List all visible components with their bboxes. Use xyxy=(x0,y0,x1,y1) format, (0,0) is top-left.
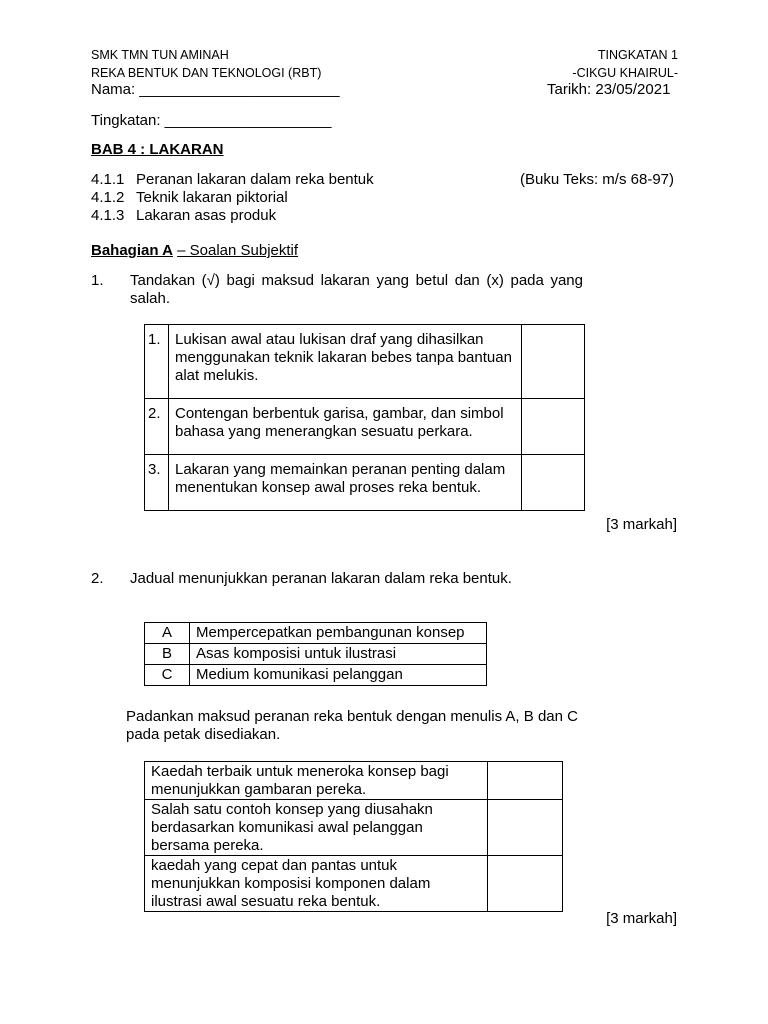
statement-line: bahasa yang menerangkan sesuatu perkara. xyxy=(175,423,473,440)
table-row xyxy=(145,800,563,856)
option-text: Asas komposisi untuk ilustrasi xyxy=(190,644,487,665)
table-row xyxy=(145,856,563,912)
table-row xyxy=(145,455,585,511)
description-cell xyxy=(145,856,488,912)
table-row xyxy=(145,644,487,665)
statement-line: Lukisan awal atau lukisan draf yang dihasilkan xyxy=(175,331,484,348)
answer-box[interactable] xyxy=(488,800,563,856)
row-number: 1. xyxy=(145,325,169,399)
description-line: menunjukkan gambaran pereka. xyxy=(151,781,367,798)
description-cell xyxy=(145,762,488,800)
table-row xyxy=(145,762,563,800)
name-field-label: Nama: ________________________ xyxy=(91,81,340,98)
statement-cell xyxy=(169,399,522,455)
statement-line: Contengan berbentuk garisa, gambar, dan simbol xyxy=(175,405,504,422)
statement-line: alat melukis. xyxy=(175,367,259,384)
subject-name: REKA BENTUK DAN TEKNOLOGI (RBT) xyxy=(91,66,322,80)
row-number: 2. xyxy=(145,399,169,455)
question-text-continued: salah. xyxy=(130,290,171,307)
option-text: Medium komunikasi pelanggan xyxy=(190,665,487,686)
answer-box[interactable] xyxy=(488,762,563,800)
marks-label: [3 markah] xyxy=(606,516,677,533)
true-false-table xyxy=(144,324,585,511)
option-letter: B xyxy=(145,644,190,665)
statement-line: menggunakan teknik lakaran bebes tanpa bantuan xyxy=(175,349,512,366)
section-heading xyxy=(91,242,298,259)
chapter-title: BAB 4 : LAKARAN xyxy=(91,141,224,158)
date-label: Tarikh: 23/05/2021 xyxy=(547,81,671,98)
topic-number: 4.1.2 xyxy=(91,189,125,206)
options-table xyxy=(144,622,487,686)
description-line: Kaedah terbaik untuk meneroka konsep bagi xyxy=(151,763,449,780)
statement-line: menentukan konsep awal proses reka bentuk. xyxy=(175,479,482,496)
statement-cell xyxy=(169,325,522,399)
option-letter: C xyxy=(145,665,190,686)
table-row xyxy=(145,399,585,455)
statement-line: Lakaran yang memainkan peranan penting dalam xyxy=(175,461,506,478)
description-line: Salah satu contoh konsep yang diusahakn xyxy=(151,801,433,818)
description-line: berdasarkan komunikasi awal pelanggan xyxy=(151,819,423,836)
answer-box[interactable] xyxy=(488,856,563,912)
question-text: Jadual menunjukkan peranan lakaran dalam reka bentuk. xyxy=(130,570,512,587)
section-subtitle: – Soalan Subjektif xyxy=(177,242,299,259)
form-field-label: Tingkatan: ____________________ xyxy=(91,112,332,129)
table-row xyxy=(145,623,487,644)
topic-number: 4.1.3 xyxy=(91,207,125,224)
description-line: ilustrasi awal sesuatu reka bentuk. xyxy=(151,893,381,910)
school-name: SMK TMN TUN AMINAH xyxy=(91,48,229,62)
table-row xyxy=(145,665,487,686)
topic-text: Lakaran asas produk xyxy=(136,207,277,224)
question-number: 2. xyxy=(91,570,104,587)
option-letter: A xyxy=(145,623,190,644)
textbook-reference: (Buku Teks: m/s 68-97) xyxy=(520,171,674,188)
section-title: Bahagian A xyxy=(91,242,173,259)
answer-box[interactable] xyxy=(522,325,585,399)
description-line: kaedah yang cepat dan pantas untuk xyxy=(151,857,398,874)
question-text: Tandakan (√) bagi maksud lakaran yang betul dan (x) pada yang xyxy=(130,272,583,289)
table-row xyxy=(145,325,585,399)
answer-box[interactable] xyxy=(522,455,585,511)
answer-box[interactable] xyxy=(522,399,585,455)
description-line: menunjukkan komposisi komponen dalam xyxy=(151,875,431,892)
topic-number: 4.1.1 xyxy=(91,171,125,188)
description-cell xyxy=(145,800,488,856)
teacher-name: -CIKGU KHAIRUL- xyxy=(572,66,678,80)
option-text: Mempercepatkan pembangunan konsep xyxy=(190,623,487,644)
marks-label: [3 markah] xyxy=(606,910,677,927)
instruction-text-continued: pada petak disediakan. xyxy=(126,726,281,743)
statement-cell xyxy=(169,455,522,511)
question-number: 1. xyxy=(91,272,104,289)
form-level: TINGKATAN 1 xyxy=(597,48,678,62)
instruction-text: Padankan maksud peranan reka bentuk dengan menulis A, B dan C xyxy=(126,708,578,725)
topic-text: Peranan lakaran dalam reka bentuk xyxy=(136,171,374,188)
topic-text: Teknik lakaran piktorial xyxy=(136,189,288,206)
description-line: bersama pereka. xyxy=(151,837,264,854)
matching-table xyxy=(144,761,563,912)
row-number: 3. xyxy=(145,455,169,511)
